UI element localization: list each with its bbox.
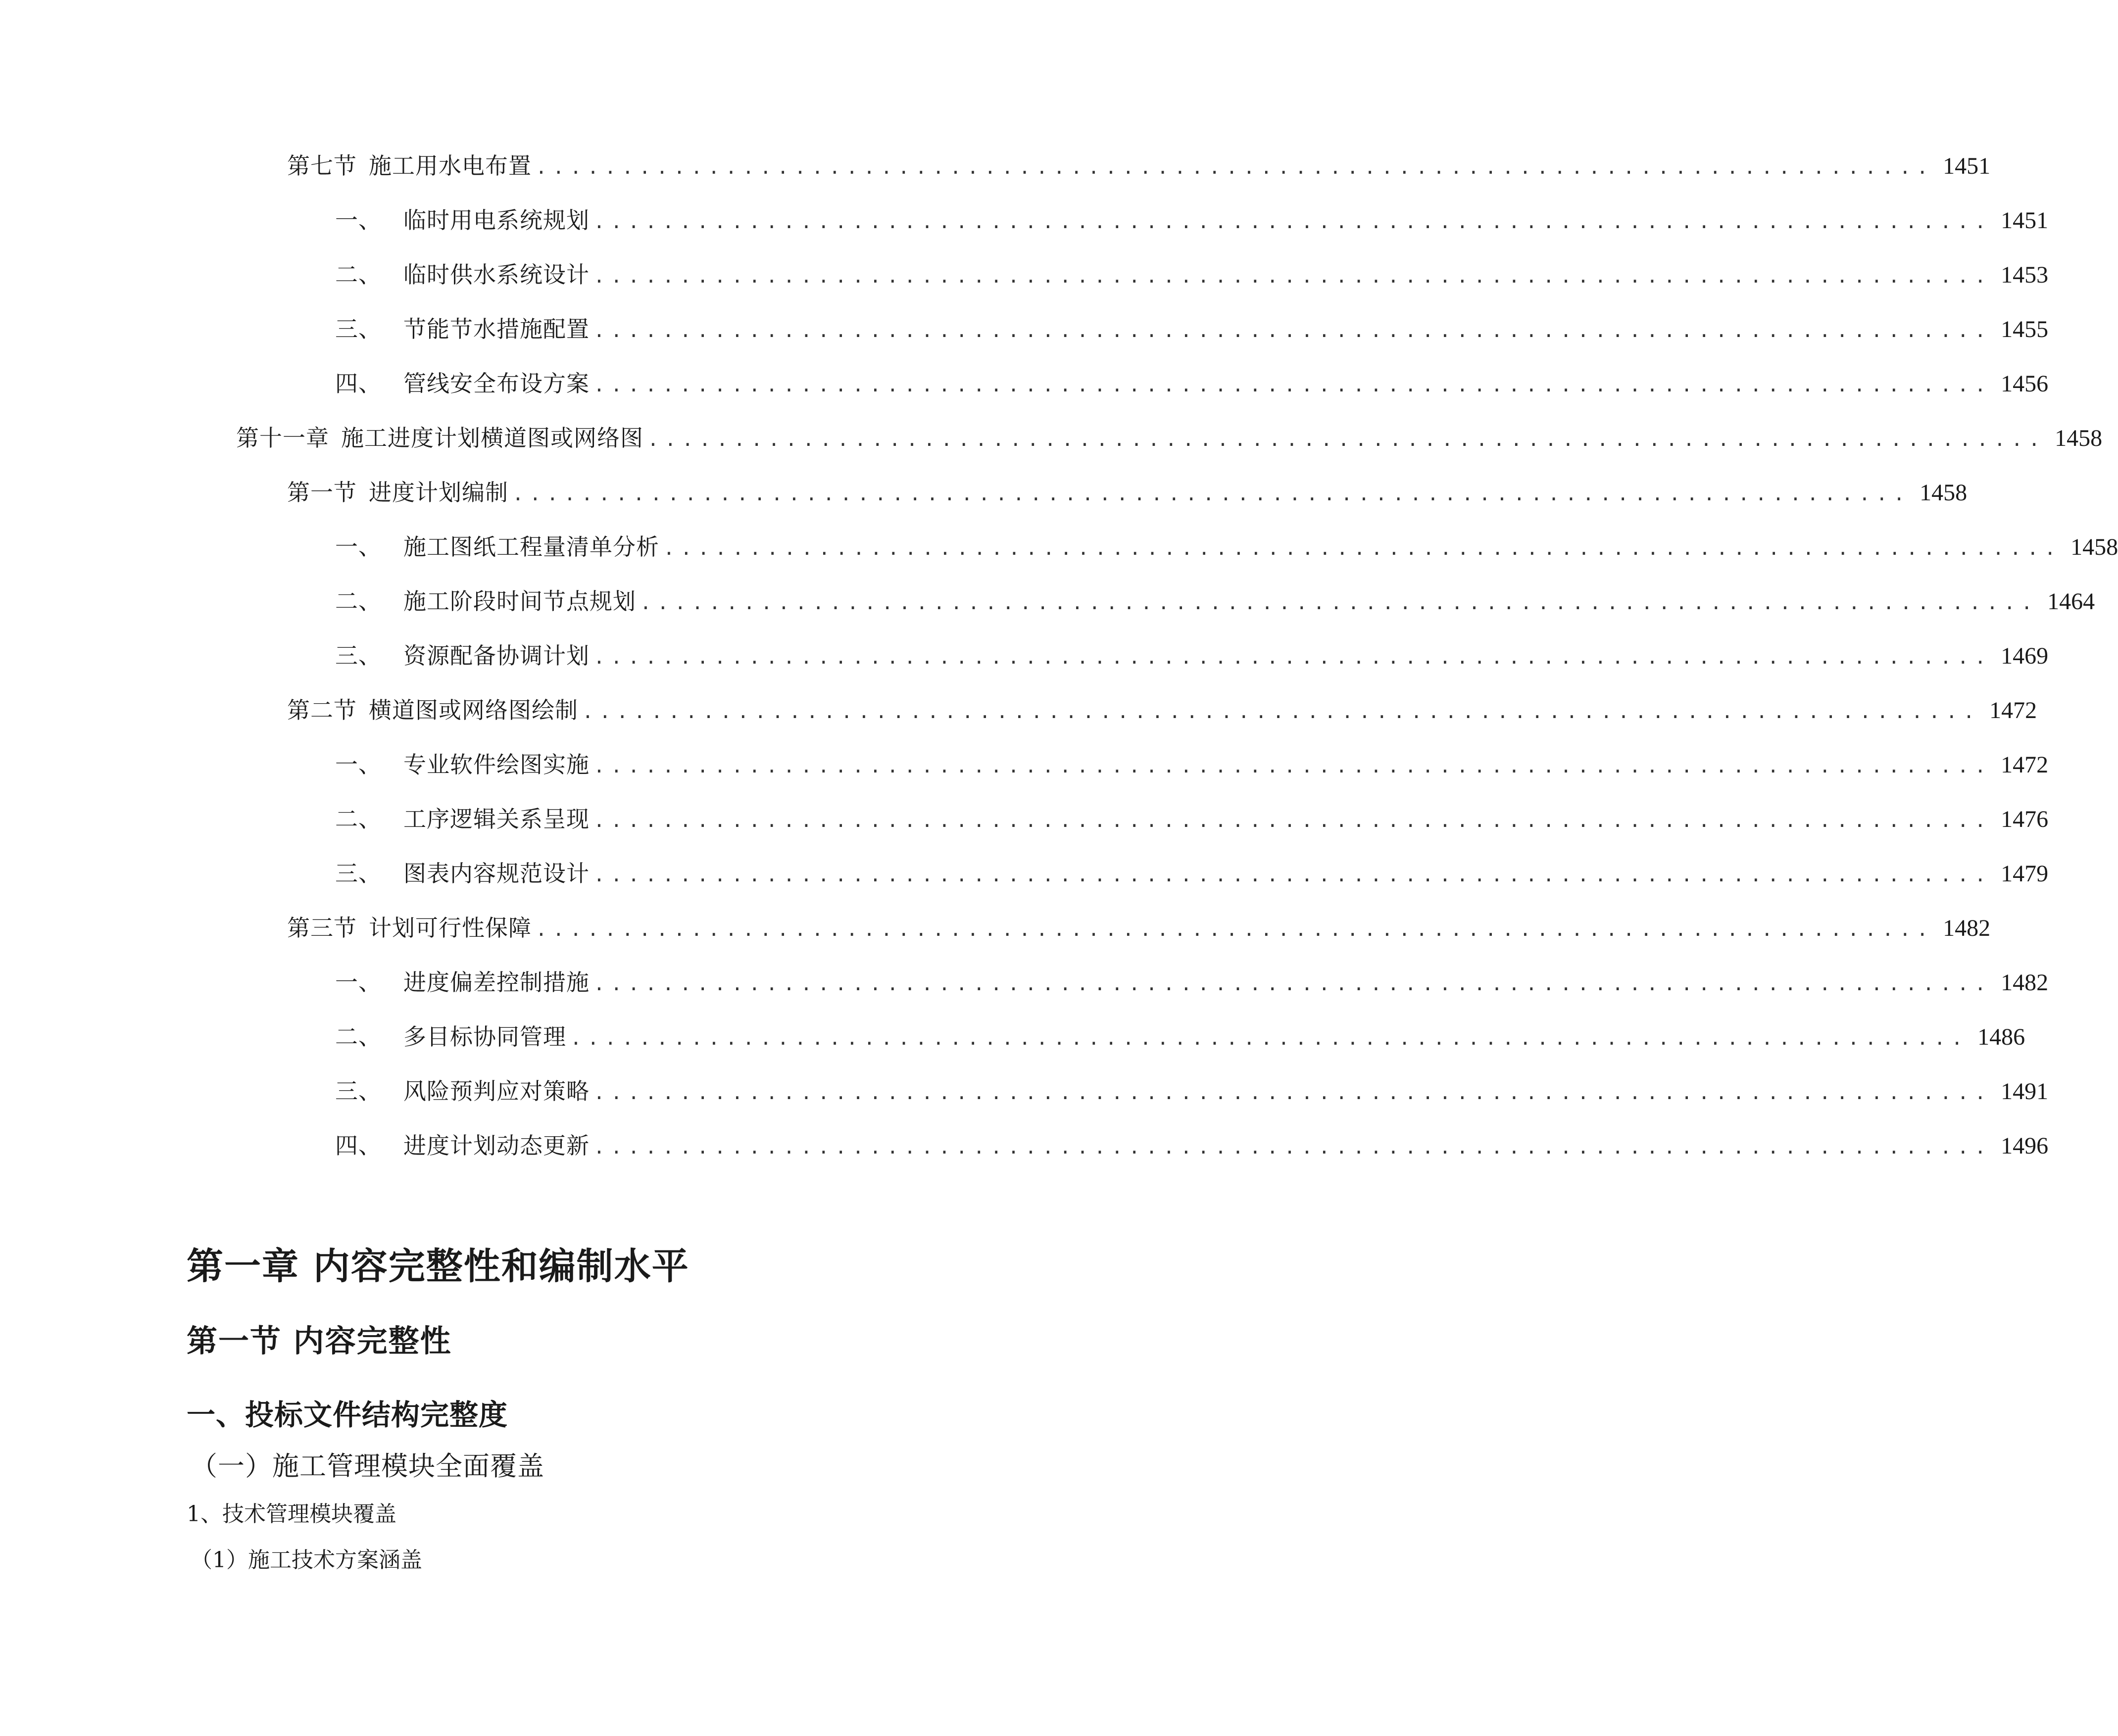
toc-entry[interactable] — [335, 581, 2095, 621]
toc-leader-dots: ................................................................................. — [640, 592, 2039, 614]
toc-entry-title: 施工用水电布置 — [369, 152, 532, 179]
toc-leader-dots: ................................................................................. — [536, 156, 1934, 178]
toc-entry-page: 1486 — [1977, 1024, 2025, 1050]
section-heading: 第一节 内容完整性 — [187, 1323, 452, 1359]
toc-entry-page: 1458 — [2055, 425, 2103, 451]
toc-leader-dots: ................................................................................. — [593, 810, 1992, 831]
toc-entry-page: 1482 — [1943, 915, 1991, 941]
toc-leader-dots: ................................................................................. — [663, 537, 2062, 559]
toc-entry-page: 1453 — [2001, 262, 2049, 288]
toc-leader-dots: ................................................................................. — [512, 483, 1911, 505]
toc-entry-page: 1479 — [2001, 861, 2049, 887]
toc-entry-title: 资源配备协调计划 — [403, 642, 590, 669]
toc-leader-dots: ................................................................................. — [593, 1082, 1992, 1104]
toc-entry-title: 临时用电系统规划 — [403, 207, 590, 234]
toc-entry-page: 1464 — [2047, 588, 2095, 615]
toc-entry-page: 1472 — [1989, 697, 2037, 723]
toc-entry-number: 三、 — [335, 642, 382, 669]
toc-entry[interactable] — [287, 473, 1968, 512]
subitem-heading: （1）施工技术方案涵盖 — [191, 1547, 422, 1573]
toc-entry-number: 二、 — [335, 1023, 382, 1050]
toc-entry-number: 四、 — [335, 1132, 382, 1159]
chapter-heading: 第一章 内容完整性和编制水平 — [187, 1245, 690, 1288]
toc-entry-page: 1476 — [2001, 806, 2049, 832]
toc-entry-page: 1482 — [2001, 969, 2049, 996]
toc-entry-title: 风险预判应对策略 — [403, 1078, 590, 1105]
toc-entry[interactable] — [335, 309, 2049, 349]
toc-leader-dots: ................................................................................. — [647, 429, 2046, 450]
toc-entry-page: 1472 — [2001, 752, 2049, 778]
toc-entry-number: 二、 — [335, 806, 382, 832]
toc-entry-number: 第七节 — [287, 152, 357, 179]
toc-entry-number: 一、 — [335, 533, 382, 560]
toc-leader-dots: ................................................................................. — [593, 211, 1992, 233]
subsubsection-heading: （一）施工管理模块全面覆盖 — [191, 1450, 544, 1482]
toc-entry-number: 三、 — [335, 1078, 382, 1105]
toc-entry-page: 1458 — [1920, 480, 1968, 506]
toc-entry-title: 进度计划编制 — [369, 479, 508, 506]
toc-entry-number: 第一节 — [287, 479, 357, 506]
toc-entry-title: 图表内容规范设计 — [403, 860, 590, 887]
toc-entry-title: 多目标协同管理 — [403, 1023, 566, 1050]
toc-entry-number: 第三节 — [287, 915, 357, 941]
toc-entry-number: 三、 — [335, 316, 382, 342]
toc-entry-title: 进度计划动态更新 — [403, 1132, 590, 1159]
toc-entry-title: 管线安全布设方案 — [403, 370, 590, 397]
toc-entry[interactable] — [335, 200, 2049, 240]
toc-entry-title: 节能节水措施配置 — [403, 316, 590, 342]
toc-entry-number: 一、 — [335, 969, 382, 996]
toc-entry[interactable] — [335, 364, 2049, 403]
toc-entry[interactable] — [236, 418, 2103, 458]
toc-entry[interactable] — [335, 1071, 2049, 1111]
toc-entry[interactable] — [287, 146, 1991, 186]
toc-entry-number: 四、 — [335, 370, 382, 397]
toc-entry-title: 横道图或网络图绘制 — [369, 697, 578, 723]
toc-entry-number: 一、 — [335, 207, 382, 234]
toc-entry-title: 施工阶段时间节点规划 — [403, 588, 636, 615]
toc-leader-dots: ................................................................................. — [570, 1027, 1969, 1049]
toc-entry[interactable] — [335, 1017, 2025, 1057]
toc-entry-page: 1456 — [2001, 371, 2049, 397]
toc-entry-title: 进度偏差控制措施 — [403, 969, 590, 996]
toc-leader-dots: ................................................................................. — [593, 755, 1992, 777]
toc-leader-dots: ................................................................................. — [593, 320, 1992, 341]
toc-entry[interactable] — [335, 1126, 2049, 1165]
toc-leader-dots: ................................................................................. — [593, 646, 1992, 668]
subsection-heading: 一、投标文件结构完整度 — [187, 1398, 508, 1432]
toc-entry-page: 1469 — [2001, 643, 2049, 669]
toc-leader-dots: ................................................................................. — [593, 374, 1992, 396]
toc-entry[interactable] — [287, 690, 2037, 730]
toc-entry-number: 二、 — [335, 588, 382, 615]
toc-entry-number: 三、 — [335, 860, 382, 887]
toc-entry-title: 施工进度计划横道图或网络图 — [341, 425, 643, 451]
toc-leader-dots: ................................................................................. — [593, 1136, 1992, 1158]
toc-entry-number: 第二节 — [287, 697, 357, 723]
toc-entry-title: 工序逻辑关系呈现 — [403, 806, 590, 832]
toc-entry-title: 施工图纸工程量清单分析 — [403, 533, 659, 560]
item-heading: 1、技术管理模块覆盖 — [187, 1501, 396, 1527]
toc-entry[interactable] — [335, 255, 2049, 294]
toc-leader-dots: ................................................................................. — [593, 265, 1992, 287]
toc-entry[interactable] — [335, 963, 2049, 1002]
toc-entry-page: 1451 — [2001, 207, 2049, 234]
toc-entry[interactable] — [335, 854, 2049, 893]
toc-leader-dots: ................................................................................. — [582, 701, 1981, 723]
toc-entry[interactable] — [335, 745, 2049, 784]
toc-entry[interactable] — [335, 527, 2118, 567]
toc-entry-title: 专业软件绘图实施 — [403, 751, 590, 778]
toc-entry-number: 一、 — [335, 751, 382, 778]
toc-entry[interactable] — [335, 636, 2049, 675]
toc-entry-number: 二、 — [335, 261, 382, 288]
toc-entry[interactable] — [287, 908, 1991, 948]
toc-entry-page: 1491 — [2001, 1078, 2049, 1105]
toc-leader-dots: ................................................................................. — [536, 918, 1934, 940]
toc-leader-dots: ................................................................................. — [593, 864, 1992, 886]
toc-entry-page: 1455 — [2001, 316, 2049, 342]
toc-leader-dots: ................................................................................. — [593, 973, 1992, 995]
toc-entry-title: 临时供水系统设计 — [403, 261, 590, 288]
toc-entry-page: 1496 — [2001, 1133, 2049, 1159]
toc-entry-page: 1451 — [1943, 153, 1991, 179]
toc-entry-title: 计划可行性保障 — [369, 915, 532, 941]
toc-entry-page: 1458 — [2070, 534, 2118, 560]
toc-entry[interactable] — [335, 799, 2049, 839]
toc-entry-number: 第十一章 — [236, 425, 329, 451]
